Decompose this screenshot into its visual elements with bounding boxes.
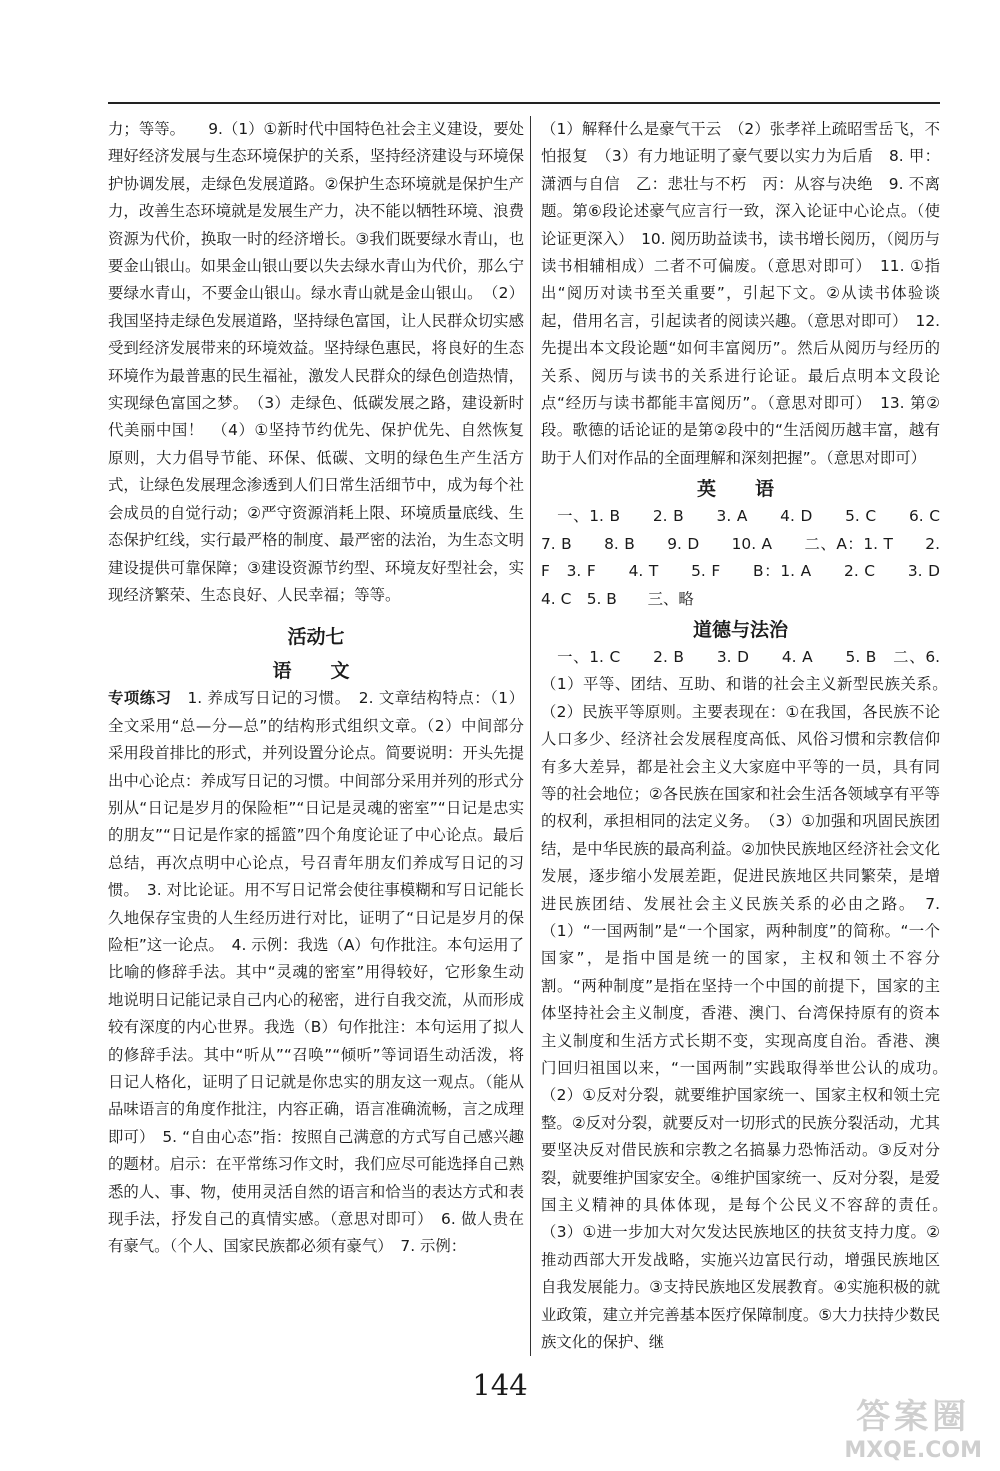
politics-answer-text: 力；等等。 9.（1）①新时代中国特色社会主义建设，要处理好经济发展与生态环境保护的关系，坚持经济建设与环境保护协调发展，走绿色发展道路。②保护生态环境就是保护生产力，改善生态环境就是发展生产力，决不能以牺牲环境、浪费资源为代价，换取一时的经济增长。③我们既要绿水青山，也要金山银山。如果金山银山要以失去绿水青山为代价，那么宁要绿水青山，不要金山银山。绿水青山就是金山银山。 （2）我国坚持走绿色发展道路，坚持绿色富国，让人民群众切实感受到经济发展带来的环境效益。坚持绿色惠民，将良好的生态环境作为最普惠的民生福祉，激发人民群众的绿色创造热情，实现绿色富国之梦。 （3）走绿色、低碳发展之路，建设新时代美丽中国！ （4）①坚持节约优先、保护优先、自然恢复原则，大力倡导节能、环保、低碳、文明的绿色生产生活方式，让绿色发展理念渗透到人们日常生活细节中，成为每个社会成员的自觉行动；②严守资源消耗上限、环境质量底线、生态保护红线，实行最严格的制度、最严密的法治，为生态文明建设提供可靠保障；③建设资源节约型、环境友好型社会，实现经济繁荣、生态良好、人民幸福；等等。	[108, 120, 524, 604]
spacer	[108, 609, 524, 624]
watermark-logo	[844, 1389, 982, 1463]
header-rule	[108, 102, 940, 104]
morality-answer-text: 一、1. C 2. B 3. D 4. A 5. B 二、6.（1）平等、团结、互助、和谐的社会主义新型民族关系。 （2）民族平等原则。主要表现在：①在我国，各民族不论人口多少、经济社会发展程度高低、风俗习惯和宗教信仰有多大差异，都是社会主义大家庭中平等的一员，具有同等的社会地位；②各民族在国家和社会生活各领域享有平等的权利，承担相同的法定义务。 （3）①加强和巩固民族团结，是中华民族的最高利益。②加快民族地区经济社会文化发展，逐步缩小发展差距，促进民族地区共同繁荣，是增进民族团结、发展社会主义民族关系的必由之路。 7.（1）“一国两制”是“一个国家，两种制度”的简称。“一个国家”，是指中国是统一的国家，主权和领土不容分割。“两种制度”是指在坚持一个中国的前提下，国家的主体坚持社会主义制度，香港、澳门、台湾保持原有的资本主义制度和生活方式长期不变，实现高度自治。香港、澳门回归祖国以来，“一国两制”实践取得举世公认的成功。 （2）①反对分裂，就要维护国家统一、国家主权和领土完整。②反对分裂，就要反对一切形式的民族分裂活动，尤其要坚决反对借民族和宗教之名搞暴力恐怖活动。③反对分裂，就要维护国家安全。④维护国家统一、反对分裂，是爱国主义精神的具体体现，是每个公民义不容辞的责任。 （3）①进一步加大对欠发达民族地区的扶贫支持力度。②推动西部大开发战略，实施兴边富民行动，增强民族地区自我发展能力。③支持民族地区发展教育。④实施积极的就业政策，建立并完善基本医疗保障制度。⑤大力扶持少数民族文化的保护、继	[541, 647, 956, 1352]
english-subject-heading: 英 语	[696, 478, 784, 501]
left-column	[108, 116, 524, 1261]
chinese-continued-text: （1）解释什么是豪气干云 （2）张孝祥上疏昭雪岳飞，不怕报复 （3）有力地证明了豪气要以实力为后盾 8. 甲：潇洒与自信 乙：悲壮与不朽 丙：从容与决绝 9. 不离题。第⑥段论述豪气应言行一致，深入论证中心论点。（使论证更深入） 10. 阅历助益读书，读书增长阅历，（阅历与读书相辅相成）二者不可偏废。（意思对即可） 11. ①指出“阅历对读书至关重要”，引起下文。②从读书体验谈起，借用名言，引起读者的阅读兴趣。（意思对即可） 12. 先提出本文段论题“如何丰富阅历”。然后从阅历与经历的关系、阅历与读书的关系进行论证。最后点明本文段论点“经历与读书都能丰富阅历”。（意思对即可） 13. 第②段。歌德的话论证的是第②段中的“生活阅历越丰富，越有助于人们对作品的全面理解和深刻把握”。（意思对即可）	[541, 120, 940, 467]
page-number: 144	[472, 1368, 528, 1402]
special-practice-label: 专项练习	[108, 689, 172, 708]
morality-law-subject-heading: 道德与法治	[692, 618, 788, 641]
watermark-url: MXQE.COM	[844, 1438, 982, 1463]
chinese-answer-text: 1. 养成写日记的习惯。 2. 文章结构特点：（1）全文采用“总—分—总”的结构形式组织文章。（2）中间部分采用段首排比的形式，并列设置分论点。简要说明：开头先提出中心论点：养成写日记的习惯。中间部分采用并列的形式分别从“日记是岁月的保险柜”“日记是灵魂的密室”“日记是忠实的朋友”“日记是作家的摇篮”四个角度论证了中心论点。最后总结，再次点明中心论点，号召青年朋友们养成写日记的习惯。 3. 对比论证。用不写日记常会使往事模糊和写日记能长久地保存宝贵的人生经历进行对比，证明了“日记是岁月的保险柜”这一论点。 4. 示例：我选（A）句作批注。本句运用了比喻的修辞手法。其中“灵魂的密室”用得较好，它形象生动地说明日记能记录自己内心的秘密，进行自我交流，从而形成较有深度的内心世界。我选（B）句作批注：本句运用了拟人的修辞手法。其中“听从”“召唤”“倾听”等词语生动活泼，将日记人格化，证明了日记就是你忠实的朋友这一观点。（能从品味语言的角度作批注，内容正确，语言准确流畅，言之成理即可） 5. “自由心态”指：按照自己满意的方式写自己感兴趣的题材。启示：在平常练习作文时，我们应尽可能选择自己熟悉的人、事、物，使用灵活自然的语言和恰当的表达方式和表现手法，抒发自己的真情实感。（意思对即可） 6. 做人贵在有豪气。（个人、国家民族都必须有豪气） 7. 示例：	[108, 689, 524, 1256]
activity-seven-heading: 活动七	[287, 626, 345, 649]
column-divider	[530, 116, 531, 1356]
spacer	[108, 651, 524, 658]
chinese-answer-block	[108, 685, 524, 1261]
chinese-subject-heading: 语 文	[272, 660, 360, 683]
watermark-logo-text: 答案圈	[856, 1397, 971, 1437]
right-column	[541, 116, 971, 1356]
english-answer-text: 一、1. B 2. B 3. A 4. D 5. C 6. C 7. B 8. B 9. D 10. A 二、A：1. T 2. F 3. F 4. T 5. F B：1. A 2. C 3. D 4. C 5. B 三、略	[541, 507, 971, 608]
